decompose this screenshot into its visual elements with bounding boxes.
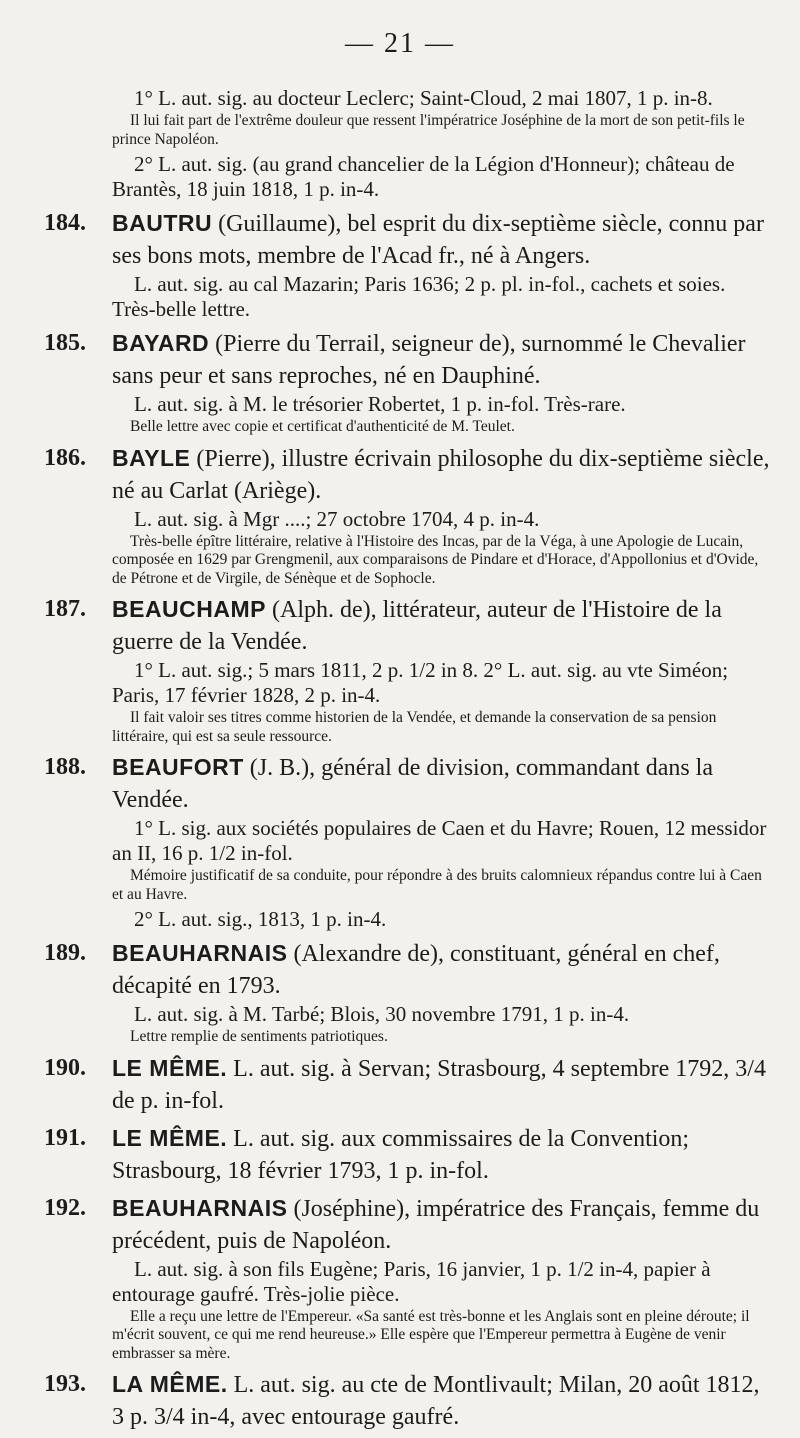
- entry-number: 185.: [44, 330, 86, 356]
- entry-number: 190.: [44, 1054, 86, 1081]
- entry-description: (Alph. de), littérateur, auteur de l'Histoire de la guerre de la Vendée.: [112, 597, 722, 655]
- catalogue-entry: [0, 327, 800, 437]
- entry-name: BAYLE: [112, 444, 191, 471]
- entry-number: 193.: [44, 1371, 86, 1397]
- entry-heading: [112, 937, 770, 1002]
- entry-heading: [112, 1052, 770, 1117]
- entry-note: Très-belle épître littéraire, relative à l'Histoire des Incas, par de la Véga, à une Apologie de Lucain, composée en 1629 par Grengmenil, aux comparaisons de Pindare et d'Horace, d'Appollonius et d'Ovide, de Pétrone et de Virgile, de Sénèque et de Sophocle.: [112, 532, 759, 587]
- entry-note: Il lui fait part de l'extrême douleur que ressent l'impératrice Joséphine de la mort de son petit-fils le prince Napoléon.: [112, 112, 745, 148]
- entry-heading: [112, 327, 770, 392]
- entry-name: LE MÊME.: [112, 1054, 228, 1081]
- entry-number: 187.: [44, 596, 86, 622]
- page-number: — 21 —: [345, 28, 455, 59]
- entry-name: BEAUCHAMP: [112, 596, 266, 622]
- entry-heading: [112, 442, 770, 507]
- catalogue-entry: [0, 937, 800, 1047]
- entry-item: L. aut. sig. à son fils Eugène; Paris, 16 janvier, 1 p. 1/2 in-4, papier à entourage gaufré. Très-jolie pièce.: [112, 1256, 711, 1306]
- entry-heading: [112, 1368, 770, 1433]
- entry-item: 2° L. aut. sig. (au grand chancelier de la Légion d'Honneur); château de Brantès, 18 juin 1818, 1 p. in-4.: [112, 152, 735, 201]
- entry-description: (Guillaume), bel esprit du dix-septième siècle, connu par ses bons mots, membre de l'Acad fr., né à Angers.: [112, 211, 764, 269]
- entries-list: [0, 86, 800, 1438]
- entry-note: Elle a reçu une lettre de l'Empereur. «Sa santé est très-bonne et les Anglais sont en pleine déroute; il m'écrit souvent, ce qui me rend heureuse.» Elle espère que l'Empereur permettra à Eugène de venir embrasser sa mère.: [112, 1307, 750, 1362]
- entry-item: 1° L. aut. sig.; 5 mars 1811, 2 p. 1/2 in 8. 2° L. aut. sig. au vte Siméon; Paris, 17 février 1828, 2 p. in-4.: [112, 658, 729, 707]
- entry-name: LA MÊME.: [112, 1371, 228, 1397]
- entry-name: BAYARD: [112, 330, 210, 356]
- catalogue-entry: [0, 207, 800, 322]
- entry-name: LE MÊME.: [112, 1124, 228, 1151]
- entry-name: BEAUHARNAIS: [112, 1194, 288, 1221]
- entry-note: Lettre remplie de sentiments patriotiques.: [130, 1028, 388, 1045]
- entry-description: L. aut. sig. aux commissaires de la Convention; Strasbourg, 18 février 1793, 1 p. in-fol.: [112, 1125, 690, 1184]
- entry-item: 1° L. aut. sig. au docteur Leclerc; Saint-Cloud, 2 mai 1807, 1 p. in-8.: [134, 86, 713, 110]
- catalogue-entry: [0, 442, 800, 589]
- catalogue-entry: [0, 593, 800, 746]
- entry-item: L. aut. sig. à Mgr ....; 27 octobre 1704, 4 p. in-4.: [134, 506, 540, 531]
- catalogue-entry: [0, 751, 800, 932]
- entry-description: L. aut. sig. à Servan; Strasbourg, 4 septembre 1792, 3/4 de p. in-fol.: [112, 1055, 766, 1114]
- entry-item: L. aut. sig. au cal Mazarin; Paris 1636; 2 p. pl. in-fol., cachets et soies. Très-belle lettre.: [112, 272, 726, 321]
- catalogue-entry: [0, 1122, 800, 1187]
- entry-heading: [112, 1122, 770, 1187]
- catalogue-entry: [0, 1052, 800, 1117]
- catalogue-entry: [0, 1368, 800, 1433]
- entry-description: L. aut. sig. au cte de Montlivault; Milan, 20 août 1812, 3 p. 3/4 in-4, avec entourage gaufré.: [112, 1372, 760, 1430]
- entry-description: (Pierre du Terrail, seigneur de), surnommé le Chevalier sans peur et sans reproches, né en Dauphiné.: [112, 331, 746, 389]
- entry-note: Mémoire justificatif de sa conduite, pour répondre à des bruits calomnieux répandus contre lui à Caen et au Havre.: [112, 867, 762, 903]
- entry-number: 189.: [44, 940, 86, 966]
- entry-number: 184.: [44, 210, 86, 236]
- entry-description: (Joséphine), impératrice des Français, femme du précédent, puis de Napoléon.: [112, 1195, 760, 1254]
- entry-note: Belle lettre avec copie et certificat d'authenticité de M. Teulet.: [130, 418, 515, 435]
- entry-number: 192.: [44, 1194, 86, 1221]
- entry-number: 188.: [44, 754, 86, 780]
- entry-description: (Alexandre de), constituant, général en chef, décapité en 1793.: [112, 941, 720, 999]
- entry-name: BEAUFORT: [112, 754, 244, 780]
- catalogue-entry: [0, 86, 800, 202]
- entry-item: L. aut. sig. à M. le trésorier Robertet, 1 p. in-fol. Très-rare.: [134, 392, 626, 416]
- entry-description: (J. B.), général de division, commandant dans la Vendée.: [112, 755, 713, 813]
- entry-description: (Pierre), illustre écrivain philosophe du dix-septième siècle, né au Carlat (Ariège).: [112, 445, 770, 504]
- entry-item: 1° L. sig. aux sociétés populaires de Caen et du Havre; Rouen, 12 messidor an II, 16 p. 1/2 in-fol.: [112, 816, 767, 865]
- entry-number: 186.: [44, 444, 86, 471]
- entry-heading: [112, 593, 770, 658]
- entry-name: BAUTRU: [112, 210, 213, 236]
- entry-heading: [112, 207, 770, 272]
- entry-item: 2° L. aut. sig., 1813, 1 p. in-4.: [134, 907, 387, 931]
- entry-note: Il fait valoir ses titres comme historien de la Vendée, et demande la conservation de sa pension littéraire, qui est sa seule ressource.: [112, 709, 717, 745]
- entry-number: 191.: [44, 1124, 86, 1151]
- entry-item: L. aut. sig. à M. Tarbé; Blois, 30 novembre 1791, 1 p. in-4.: [134, 1002, 630, 1026]
- entry-heading: [112, 1192, 770, 1257]
- entry-name: BEAUHARNAIS: [112, 940, 288, 966]
- entry-heading: [112, 751, 770, 816]
- catalogue-entry: [0, 1192, 800, 1364]
